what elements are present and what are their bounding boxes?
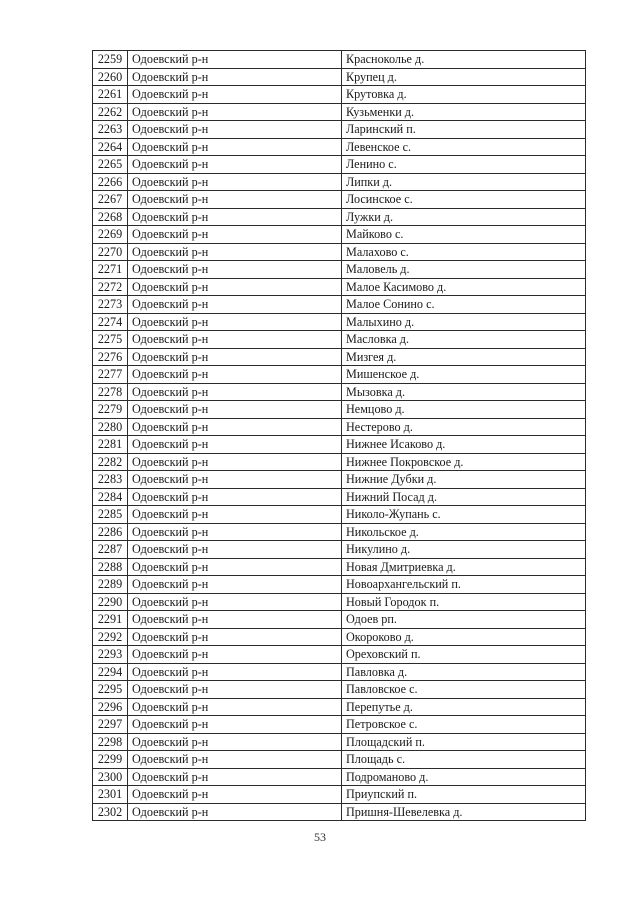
settlement-cell: Малахово с. bbox=[342, 243, 586, 261]
settlement-cell: Лужки д. bbox=[342, 208, 586, 226]
district-cell: Одоевский р-н bbox=[128, 278, 342, 296]
row-number-cell: 2288 bbox=[93, 558, 128, 576]
settlement-cell: Немцово д. bbox=[342, 401, 586, 419]
district-cell: Одоевский р-н bbox=[128, 751, 342, 769]
district-cell: Одоевский р-н bbox=[128, 488, 342, 506]
district-cell: Одоевский р-н bbox=[128, 121, 342, 139]
settlement-cell: Площадь с. bbox=[342, 751, 586, 769]
table-row bbox=[93, 803, 586, 821]
district-cell: Одоевский р-н bbox=[128, 506, 342, 524]
table-row bbox=[93, 751, 586, 769]
row-number-cell: 2262 bbox=[93, 103, 128, 121]
row-number-cell: 2293 bbox=[93, 646, 128, 664]
row-number-cell: 2260 bbox=[93, 68, 128, 86]
district-cell: Одоевский р-н bbox=[128, 156, 342, 174]
settlement-cell: Новый Городок п. bbox=[342, 593, 586, 611]
settlement-cell: Липки д. bbox=[342, 173, 586, 191]
row-number-cell: 2294 bbox=[93, 663, 128, 681]
table-row bbox=[93, 51, 586, 69]
table-row bbox=[93, 576, 586, 594]
table-row bbox=[93, 401, 586, 419]
district-cell: Одоевский р-н bbox=[128, 733, 342, 751]
table-row bbox=[93, 646, 586, 664]
row-number-cell: 2298 bbox=[93, 733, 128, 751]
row-number-cell: 2263 bbox=[93, 121, 128, 139]
settlement-cell: Малыхино д. bbox=[342, 313, 586, 331]
row-number-cell: 2275 bbox=[93, 331, 128, 349]
row-number-cell: 2299 bbox=[93, 751, 128, 769]
table-row bbox=[93, 506, 586, 524]
row-number-cell: 2276 bbox=[93, 348, 128, 366]
settlement-cell: Малое Сонино с. bbox=[342, 296, 586, 314]
table-row bbox=[93, 716, 586, 734]
district-cell: Одоевский р-н bbox=[128, 68, 342, 86]
settlement-cell: Мишенское д. bbox=[342, 366, 586, 384]
row-number-cell: 2266 bbox=[93, 173, 128, 191]
row-number-cell: 2270 bbox=[93, 243, 128, 261]
settlement-cell: Нижнее Покровское д. bbox=[342, 453, 586, 471]
settlement-cell: Крупец д. bbox=[342, 68, 586, 86]
table-row bbox=[93, 383, 586, 401]
table-row bbox=[93, 488, 586, 506]
settlement-cell: Мизгея д. bbox=[342, 348, 586, 366]
table-row bbox=[93, 593, 586, 611]
table-row bbox=[93, 523, 586, 541]
settlement-cell: Никольское д. bbox=[342, 523, 586, 541]
table-row bbox=[93, 733, 586, 751]
settlement-cell: Приупский п. bbox=[342, 786, 586, 804]
settlement-cell: Перепутье д. bbox=[342, 698, 586, 716]
row-number-cell: 2302 bbox=[93, 803, 128, 821]
row-number-cell: 2280 bbox=[93, 418, 128, 436]
district-cell: Одоевский р-н bbox=[128, 208, 342, 226]
district-cell: Одоевский р-н bbox=[128, 681, 342, 699]
district-cell: Одоевский р-н bbox=[128, 436, 342, 454]
settlement-cell: Маловель д. bbox=[342, 261, 586, 279]
settlement-cell: Никулино д. bbox=[342, 541, 586, 559]
table-row bbox=[93, 68, 586, 86]
district-cell: Одоевский р-н bbox=[128, 366, 342, 384]
table-row bbox=[93, 471, 586, 489]
table-row bbox=[93, 191, 586, 209]
district-cell: Одоевский р-н bbox=[128, 803, 342, 821]
settlement-cell: Новоархангельский п. bbox=[342, 576, 586, 594]
table-row bbox=[93, 786, 586, 804]
district-cell: Одоевский р-н bbox=[128, 86, 342, 104]
row-number-cell: 2277 bbox=[93, 366, 128, 384]
row-number-cell: 2267 bbox=[93, 191, 128, 209]
settlement-cell: Новая Дмитриевка д. bbox=[342, 558, 586, 576]
row-number-cell: 2274 bbox=[93, 313, 128, 331]
table-row bbox=[93, 628, 586, 646]
district-cell: Одоевский р-н bbox=[128, 313, 342, 331]
table-row bbox=[93, 243, 586, 261]
settlement-cell: Ларинский п. bbox=[342, 121, 586, 139]
settlement-cell: Павловка д. bbox=[342, 663, 586, 681]
district-cell: Одоевский р-н bbox=[128, 51, 342, 69]
table-row bbox=[93, 366, 586, 384]
settlement-cell: Кузьменки д. bbox=[342, 103, 586, 121]
row-number-cell: 2273 bbox=[93, 296, 128, 314]
district-cell: Одоевский р-н bbox=[128, 173, 342, 191]
settlement-cell: Пришня-Шевелевка д. bbox=[342, 803, 586, 821]
district-cell: Одоевский р-н bbox=[128, 716, 342, 734]
row-number-cell: 2278 bbox=[93, 383, 128, 401]
settlements-table bbox=[92, 50, 586, 821]
table-row bbox=[93, 156, 586, 174]
row-number-cell: 2264 bbox=[93, 138, 128, 156]
district-cell: Одоевский р-н bbox=[128, 646, 342, 664]
district-cell: Одоевский р-н bbox=[128, 401, 342, 419]
settlement-cell: Подроманово д. bbox=[342, 768, 586, 786]
table-row bbox=[93, 261, 586, 279]
table-row bbox=[93, 86, 586, 104]
settlement-cell: Нижние Дубки д. bbox=[342, 471, 586, 489]
table-row bbox=[93, 348, 586, 366]
table-row bbox=[93, 208, 586, 226]
row-number-cell: 2281 bbox=[93, 436, 128, 454]
settlement-cell: Площадский п. bbox=[342, 733, 586, 751]
table-row bbox=[93, 418, 586, 436]
row-number-cell: 2272 bbox=[93, 278, 128, 296]
row-number-cell: 2268 bbox=[93, 208, 128, 226]
settlement-cell: Нижнее Исаково д. bbox=[342, 436, 586, 454]
district-cell: Одоевский р-н bbox=[128, 261, 342, 279]
row-number-cell: 2291 bbox=[93, 611, 128, 629]
district-cell: Одоевский р-н bbox=[128, 576, 342, 594]
table-row bbox=[93, 331, 586, 349]
settlement-cell: Крутовка д. bbox=[342, 86, 586, 104]
page-number: 53 bbox=[314, 830, 326, 844]
district-cell: Одоевский р-н bbox=[128, 383, 342, 401]
settlement-cell: Краснокольe д. bbox=[342, 51, 586, 69]
district-cell: Одоевский р-н bbox=[128, 331, 342, 349]
table-row bbox=[93, 541, 586, 559]
table-row bbox=[93, 663, 586, 681]
district-cell: Одоевский р-н bbox=[128, 348, 342, 366]
district-cell: Одоевский р-н bbox=[128, 191, 342, 209]
district-cell: Одоевский р-н bbox=[128, 541, 342, 559]
row-number-cell: 2290 bbox=[93, 593, 128, 611]
district-cell: Одоевский р-н bbox=[128, 611, 342, 629]
district-cell: Одоевский р-н bbox=[128, 418, 342, 436]
district-cell: Одоевский р-н bbox=[128, 453, 342, 471]
district-cell: Одоевский р-н bbox=[128, 296, 342, 314]
row-number-cell: 2286 bbox=[93, 523, 128, 541]
settlement-cell: Левенское с. bbox=[342, 138, 586, 156]
table-row bbox=[93, 313, 586, 331]
row-number-cell: 2287 bbox=[93, 541, 128, 559]
row-number-cell: 2295 bbox=[93, 681, 128, 699]
row-number-cell: 2297 bbox=[93, 716, 128, 734]
row-number-cell: 2296 bbox=[93, 698, 128, 716]
row-number-cell: 2300 bbox=[93, 768, 128, 786]
settlement-cell: Павловское с. bbox=[342, 681, 586, 699]
table-row bbox=[93, 681, 586, 699]
district-cell: Одоевский р-н bbox=[128, 786, 342, 804]
row-number-cell: 2282 bbox=[93, 453, 128, 471]
settlement-cell: Нижний Посад д. bbox=[342, 488, 586, 506]
district-cell: Одоевский р-н bbox=[128, 663, 342, 681]
settlement-cell: Майково с. bbox=[342, 226, 586, 244]
row-number-cell: 2289 bbox=[93, 576, 128, 594]
table-row bbox=[93, 453, 586, 471]
row-number-cell: 2283 bbox=[93, 471, 128, 489]
table-row bbox=[93, 768, 586, 786]
district-cell: Одоевский р-н bbox=[128, 138, 342, 156]
table-row bbox=[93, 103, 586, 121]
district-cell: Одоевский р-н bbox=[128, 768, 342, 786]
table-row bbox=[93, 138, 586, 156]
district-cell: Одоевский р-н bbox=[128, 226, 342, 244]
row-number-cell: 2279 bbox=[93, 401, 128, 419]
row-number-cell: 2301 bbox=[93, 786, 128, 804]
table-row bbox=[93, 173, 586, 191]
settlement-cell: Петровское с. bbox=[342, 716, 586, 734]
settlement-cell: Масловка д. bbox=[342, 331, 586, 349]
table-row bbox=[93, 558, 586, 576]
settlement-cell: Ленино с. bbox=[342, 156, 586, 174]
settlement-cell: Одоев рп. bbox=[342, 611, 586, 629]
district-cell: Одоевский р-н bbox=[128, 471, 342, 489]
settlement-cell: Окороково д. bbox=[342, 628, 586, 646]
row-number-cell: 2259 bbox=[93, 51, 128, 69]
district-cell: Одоевский р-н bbox=[128, 103, 342, 121]
row-number-cell: 2284 bbox=[93, 488, 128, 506]
table-row bbox=[93, 436, 586, 454]
row-number-cell: 2265 bbox=[93, 156, 128, 174]
row-number-cell: 2269 bbox=[93, 226, 128, 244]
row-number-cell: 2271 bbox=[93, 261, 128, 279]
row-number-cell: 2292 bbox=[93, 628, 128, 646]
row-number-cell: 2261 bbox=[93, 86, 128, 104]
district-cell: Одоевский р-н bbox=[128, 523, 342, 541]
settlement-cell: Николо-Жупань с. bbox=[342, 506, 586, 524]
settlement-cell: Ореховский п. bbox=[342, 646, 586, 664]
settlement-cell: Нестерово д. bbox=[342, 418, 586, 436]
table-row bbox=[93, 226, 586, 244]
district-cell: Одоевский р-н bbox=[128, 698, 342, 716]
district-cell: Одоевский р-н bbox=[128, 243, 342, 261]
table-row bbox=[93, 121, 586, 139]
district-cell: Одоевский р-н bbox=[128, 558, 342, 576]
table-row bbox=[93, 296, 586, 314]
district-cell: Одоевский р-н bbox=[128, 593, 342, 611]
settlement-cell: Мызовка д. bbox=[342, 383, 586, 401]
table-row bbox=[93, 278, 586, 296]
table-body bbox=[93, 51, 586, 821]
row-number-cell: 2285 bbox=[93, 506, 128, 524]
settlement-cell: Малое Касимово д. bbox=[342, 278, 586, 296]
table-row bbox=[93, 611, 586, 629]
settlement-cell: Лосинское с. bbox=[342, 191, 586, 209]
table-row bbox=[93, 698, 586, 716]
district-cell: Одоевский р-н bbox=[128, 628, 342, 646]
